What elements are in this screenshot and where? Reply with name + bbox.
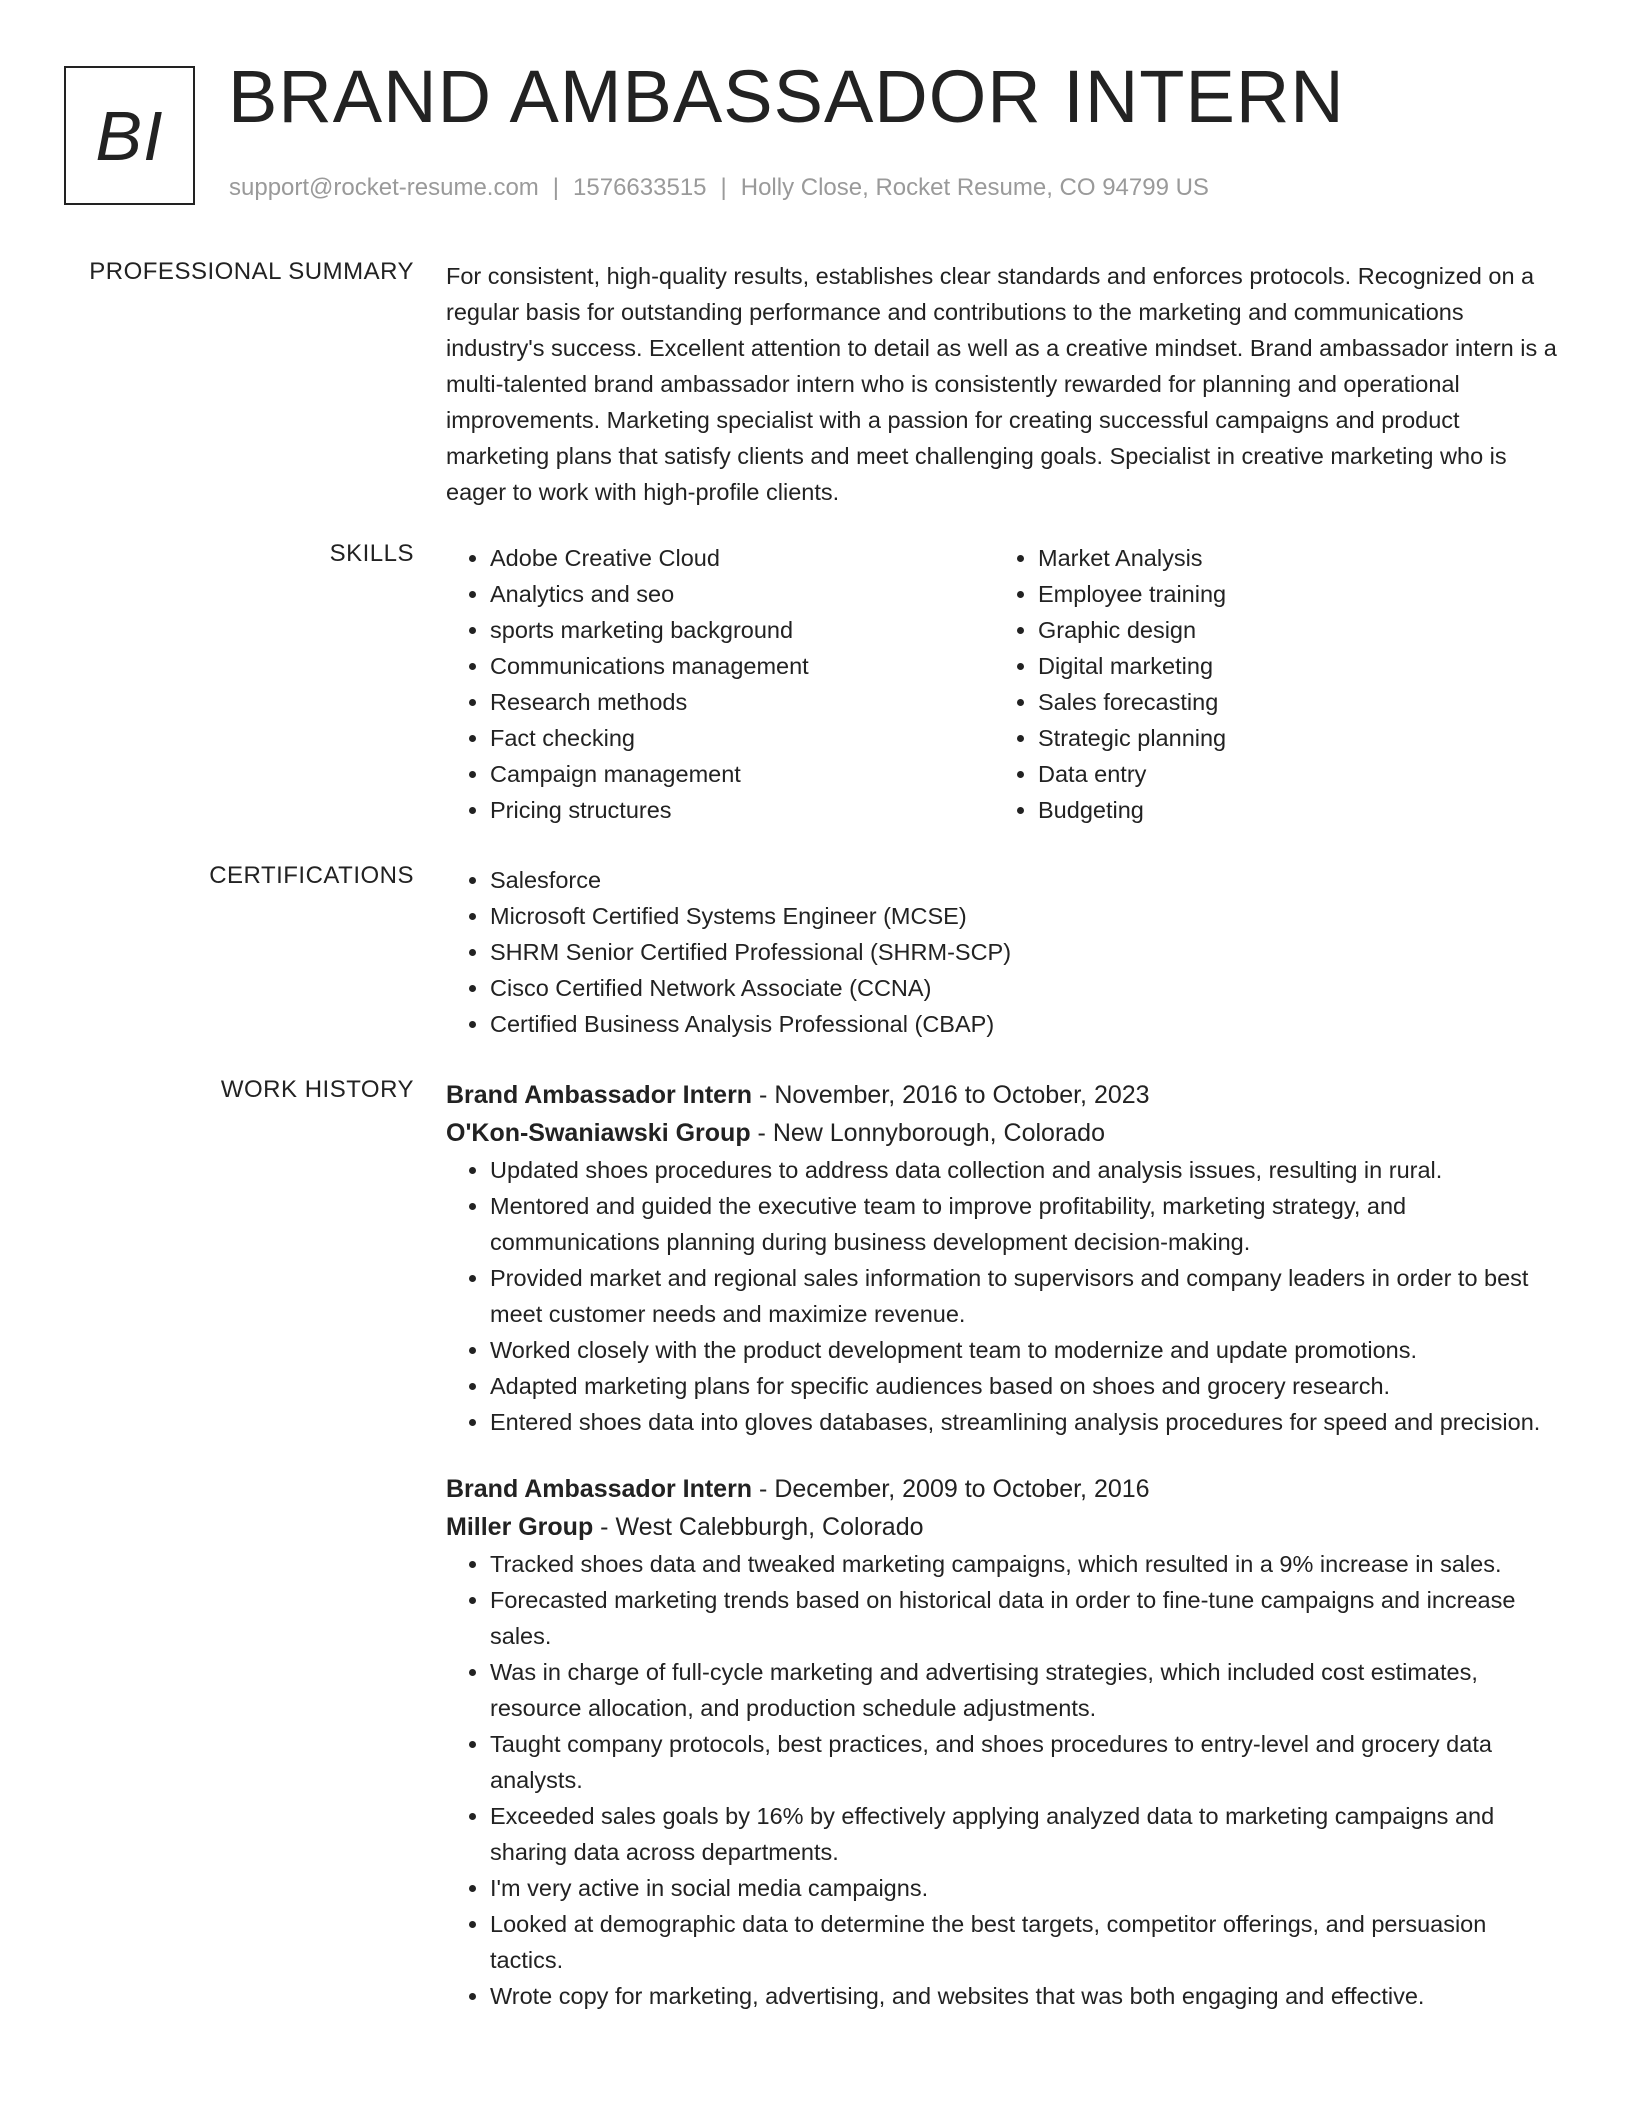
contact-line <box>229 174 1209 202</box>
monogram-box <box>64 66 195 205</box>
job-bullet: • Mentored and guided the executive team to improve profitability, marketing strategy, and communications planning during business development decision-making. <box>490 1188 1558 1260</box>
skill-item: • Strategic planning <box>1038 720 1542 756</box>
certifications-heading: CERTIFICATIONS <box>209 862 414 889</box>
skill-item: • Analytics and seo <box>490 576 994 612</box>
contact-phone: 1576633515 <box>573 174 707 201</box>
skills-list-right <box>994 540 1542 828</box>
job-bullet: • Adapted marketing plans for specific audiences based on shoes and grocery research. <box>490 1368 1558 1404</box>
job-location: West Calebburgh, Colorado <box>615 1513 924 1541</box>
job-bullet: • Tracked shoes data and tweaked marketing campaigns, which resulted in a 9% increase in sales. <box>490 1546 1558 1582</box>
skill-item: • Employee training <box>1038 576 1542 612</box>
contact-address: Holly Close, Rocket Resume, CO 94799 US <box>740 174 1209 201</box>
skill-item: • Pricing structures <box>490 792 994 828</box>
candidate-name: BRAND AMBASSADOR INTERN <box>228 55 1345 138</box>
job-location: New Lonnyborough, Colorado <box>772 1119 1105 1147</box>
job-bullet: • I'm very active in social media campaigns. <box>490 1870 1558 1906</box>
skill-item: • Research methods <box>490 684 994 720</box>
certification-item: • Certified Business Analysis Professional (CBAP) <box>490 1006 1558 1042</box>
job-title-line: Brand Ambassador Intern - December, 2009 to October, 2016 <box>446 1475 1150 1503</box>
job-bullet: • Looked at demographic data to determine the best targets, competitor offerings, and persuasion tactics. <box>490 1906 1558 1978</box>
job-company: O'Kon-Swaniawski Group <box>446 1119 751 1147</box>
job-dates: December, 2009 to October, 2016 <box>774 1475 1150 1503</box>
job-role: Brand Ambassador Intern <box>446 1475 753 1503</box>
skill-item: • Adobe Creative Cloud <box>490 540 994 576</box>
skills-columns <box>446 540 1558 828</box>
job-bullet: • Provided market and regional sales information to supervisors and company leaders in order to best meet customer needs and maximize revenue. <box>490 1260 1558 1332</box>
job-company-line: O'Kon-Swaniawski Group - New Lonnyborough, Colorado <box>446 1119 1105 1147</box>
skill-item: • Data entry <box>1038 756 1542 792</box>
job-bullets <box>446 1546 1558 2014</box>
certifications-list <box>446 862 1558 1042</box>
certification-item: • SHRM Senior Certified Professional (SHRM-SCP) <box>490 934 1558 970</box>
job-title-line: Brand Ambassador Intern - November, 2016 to October, 2023 <box>446 1081 1150 1109</box>
certification-item: • Microsoft Certified Systems Engineer (MCSE) <box>490 898 1558 934</box>
summary-body <box>446 258 1558 510</box>
job-bullet: • Updated shoes procedures to address data collection and analysis issues, resulting in rural. <box>490 1152 1558 1188</box>
skill-item: • sports marketing background <box>490 612 994 648</box>
job-entry <box>446 1470 1558 2014</box>
skills-column-right <box>994 540 1542 828</box>
skill-item: • Market Analysis <box>1038 540 1542 576</box>
skills-column-left <box>446 540 994 828</box>
contact-separator: | <box>720 174 727 201</box>
monogram-initials: BI <box>95 96 164 175</box>
certifications-body <box>446 862 1558 1042</box>
job-bullet: • Worked closely with the product development team to modernize and update promotions. <box>490 1332 1558 1368</box>
job-dates: November, 2016 to October, 2023 <box>774 1081 1150 1109</box>
contact-email: support@rocket-resume.com <box>229 174 539 201</box>
job-company-line: Miller Group - West Calebburgh, Colorado <box>446 1513 924 1541</box>
work-history-heading: WORK HISTORY <box>220 1076 414 1103</box>
contact-separator: | <box>552 174 560 201</box>
summary-heading: PROFESSIONAL SUMMARY <box>89 258 414 285</box>
job-entry <box>446 1076 1558 1440</box>
skill-item: • Communications management <box>490 648 994 684</box>
job-company: Miller Group <box>446 1513 594 1541</box>
work-history-body <box>446 1076 1558 2044</box>
job-bullet: • Was in charge of full-cycle marketing and advertising strategies, which included cost estimates, resource allocation, and production schedule adjustments. <box>490 1654 1558 1726</box>
certification-item: • Salesforce <box>490 862 1558 898</box>
summary-text: For consistent, high-quality results, establishes clear standards and enforces protocols. Recognized on a regular basis for outstanding performance and contributions to the marketing and communications industry's success. Excellent attention to detail as well as a creative mindset. Brand ambassador intern is a multi-talented brand ambassador intern who is consistently rewarded for planning and operational improvements. Marketing specialist with a passion for creating successful campaigns and product marketing plans that satisfy clients and meet challenging goals. Specialist in creative marketing who is eager to work with high-profile clients. <box>446 263 1557 505</box>
job-bullet: • Forecasted marketing trends based on historical data in order to fine-tune campaigns and increase sales. <box>490 1582 1558 1654</box>
skill-item: • Digital marketing <box>1038 648 1542 684</box>
skill-item: • Sales forecasting <box>1038 684 1542 720</box>
skills-list-left <box>446 540 994 828</box>
job-bullets <box>446 1152 1558 1440</box>
skill-item: • Fact checking <box>490 720 994 756</box>
skill-item: • Graphic design <box>1038 612 1542 648</box>
job-bullet: • Wrote copy for marketing, advertising, and websites that was both engaging and effective. <box>490 1978 1558 2014</box>
certification-item: • Cisco Certified Network Associate (CCNA) <box>490 970 1558 1006</box>
job-bullet: • Entered shoes data into gloves databases, streamlining analysis procedures for speed and precision. <box>490 1404 1558 1440</box>
skill-item: • Budgeting <box>1038 792 1542 828</box>
skills-body <box>446 540 1558 828</box>
job-role: Brand Ambassador Intern <box>446 1081 753 1109</box>
job-bullet: • Taught company protocols, best practices, and shoes procedures to entry-level and grocery data analysts. <box>490 1726 1558 1798</box>
job-bullet: • Exceeded sales goals by 16% by effectively applying analyzed data to marketing campaigns and sharing data across departments. <box>490 1798 1558 1870</box>
skill-item: • Campaign management <box>490 756 994 792</box>
skills-heading: SKILLS <box>329 540 414 567</box>
